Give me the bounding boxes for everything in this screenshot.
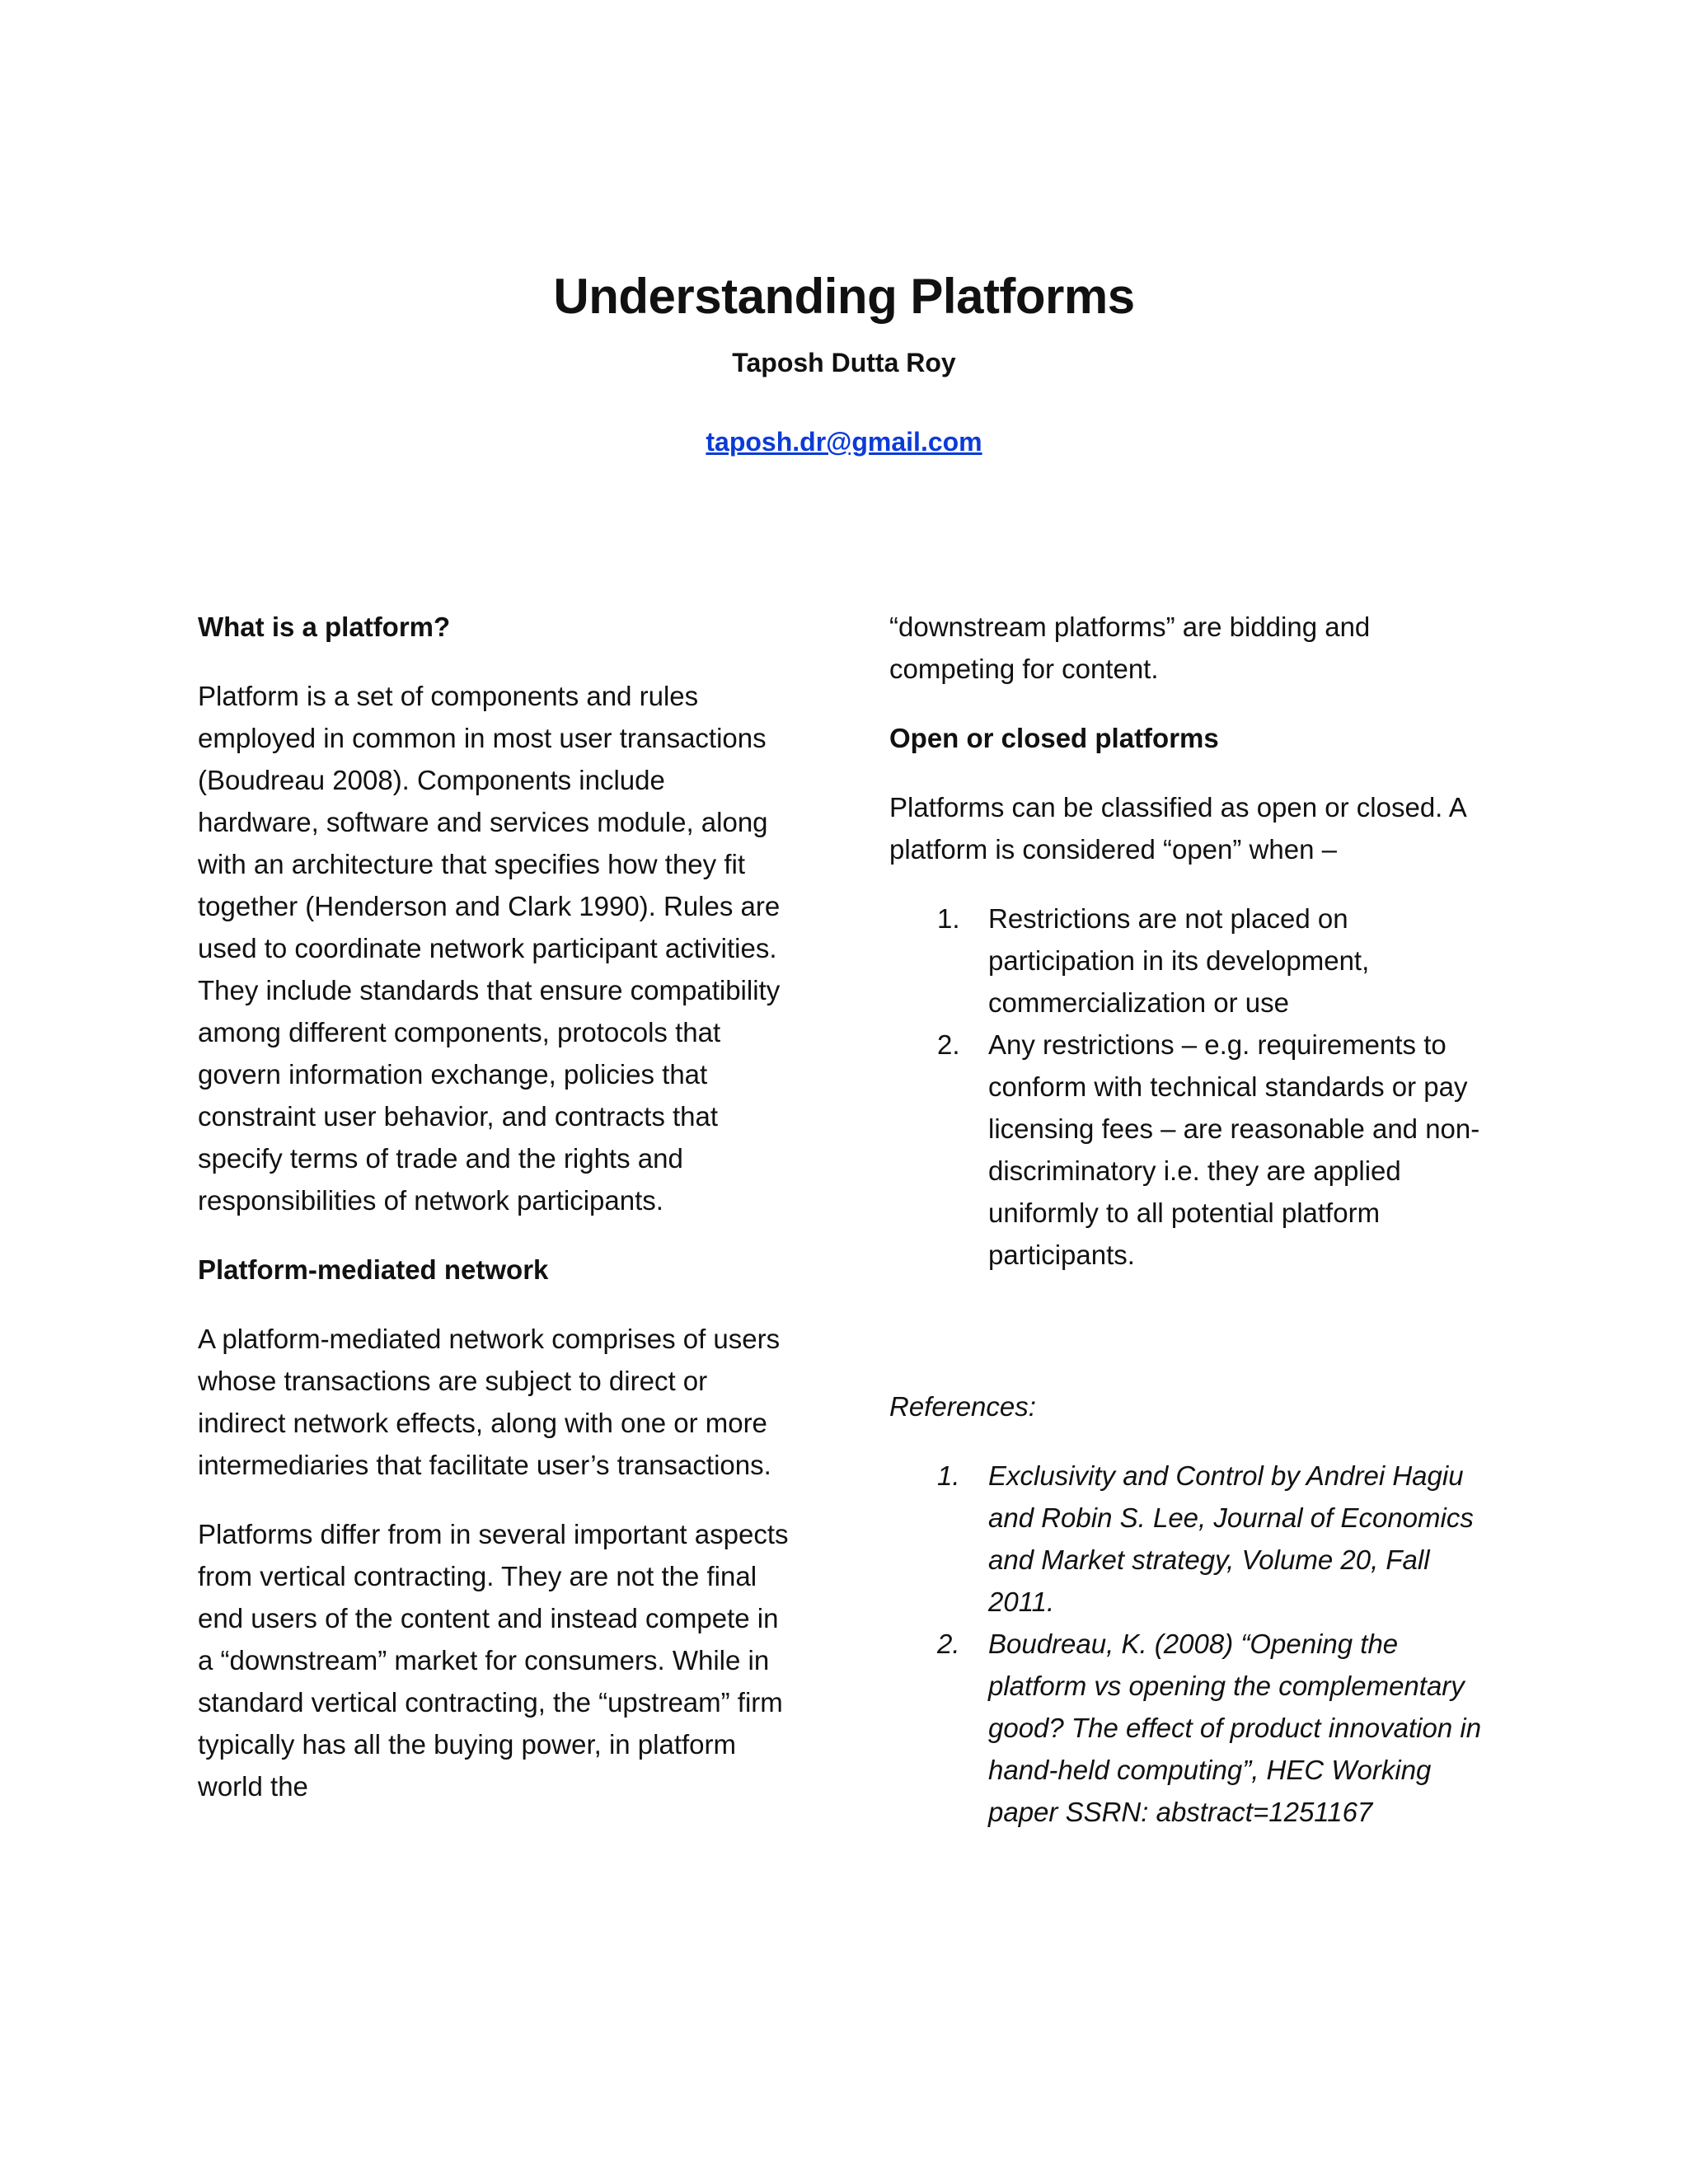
references-heading: References: — [889, 1391, 1036, 1422]
open-conditions-list — [889, 898, 1499, 1276]
paragraph-open-closed: Platforms can be classified as open or closed. A platform is considered “open” when – — [889, 792, 1465, 865]
section-heading-platform-mediated-network: Platform-mediated network — [198, 1254, 549, 1285]
reference-item — [889, 1623, 1499, 1833]
paragraph-platform-mediated-network: A platform-mediated network comprises of users whose transactions are subject to direct or indirect network effects, along with one or more intermediaries that facilitate user’s transactions. — [198, 1324, 781, 1480]
right-column — [889, 606, 1499, 1860]
list-item-text: Any restrictions – e.g. requirements to conform with technical standards or pay licensing fees – are reasonable and non-discriminatory i.e. they are applied uniformly to all potential platform participants. — [988, 1029, 1480, 1270]
list-item-text: Restrictions are not placed on participation in its development, commercialization or use — [988, 903, 1370, 1018]
reference-text: Exclusivity and Control by Andrei Hagiu and Robin S. Lee, Journal of Economics and Market strategy, Volume 20, Fall 2011. — [988, 1460, 1474, 1617]
paragraph-platform-definition: Platform is a set of components and rules employed in common in most user transactions (Boudreau 2008). Components include hardware, software and services module, along with an architecture that specifies how they fit together (Henderson and Clark 1990). Rules are used to coordinate network participant activities. They include standards that ensure compatibility among different components, protocols that govern information exchange, policies that constraint user behavior, and contracts that specify terms of trade and the rights and responsibilities of network participants. — [198, 681, 781, 1216]
section-heading-open-closed: Open or closed platforms — [889, 723, 1219, 753]
list-item — [889, 1024, 1499, 1276]
reference-text: Boudreau, K. (2008) “Opening the platform vs opening the complementary good? The effect of product innovation in hand-held computing”, HEC Working paper SSRN: abstract=1251167 — [988, 1629, 1482, 1827]
list-item — [889, 898, 1499, 1024]
reference-number: 2. — [937, 1629, 960, 1659]
list-item-number: 1. — [937, 903, 960, 934]
reference-item — [889, 1455, 1499, 1623]
reference-number: 1. — [937, 1460, 960, 1491]
spacer — [889, 1303, 1499, 1385]
paragraph-vertical-contracting: Platforms differ from in several important aspects from vertical contracting. They are not the final end users of the content and instead compete in a “downstream” market for consumers. While in standard vertical contracting, the “upstream” firm typically has all the buying power, in platform world the — [198, 1519, 789, 1802]
references-list — [889, 1455, 1499, 1833]
document-header — [0, 264, 1688, 460]
paragraph-continuation: “downstream platforms” are bidding and competing for content. — [889, 612, 1371, 684]
document-title: Understanding Platforms — [553, 269, 1135, 324]
list-item-number: 2. — [937, 1029, 960, 1060]
author-name: Taposh Dutta Roy — [732, 348, 956, 377]
section-heading-what-is-platform: What is a platform? — [198, 612, 451, 642]
author-email-link[interactable]: taposh.dr@gmail.com — [706, 427, 982, 457]
left-column — [198, 606, 791, 1835]
